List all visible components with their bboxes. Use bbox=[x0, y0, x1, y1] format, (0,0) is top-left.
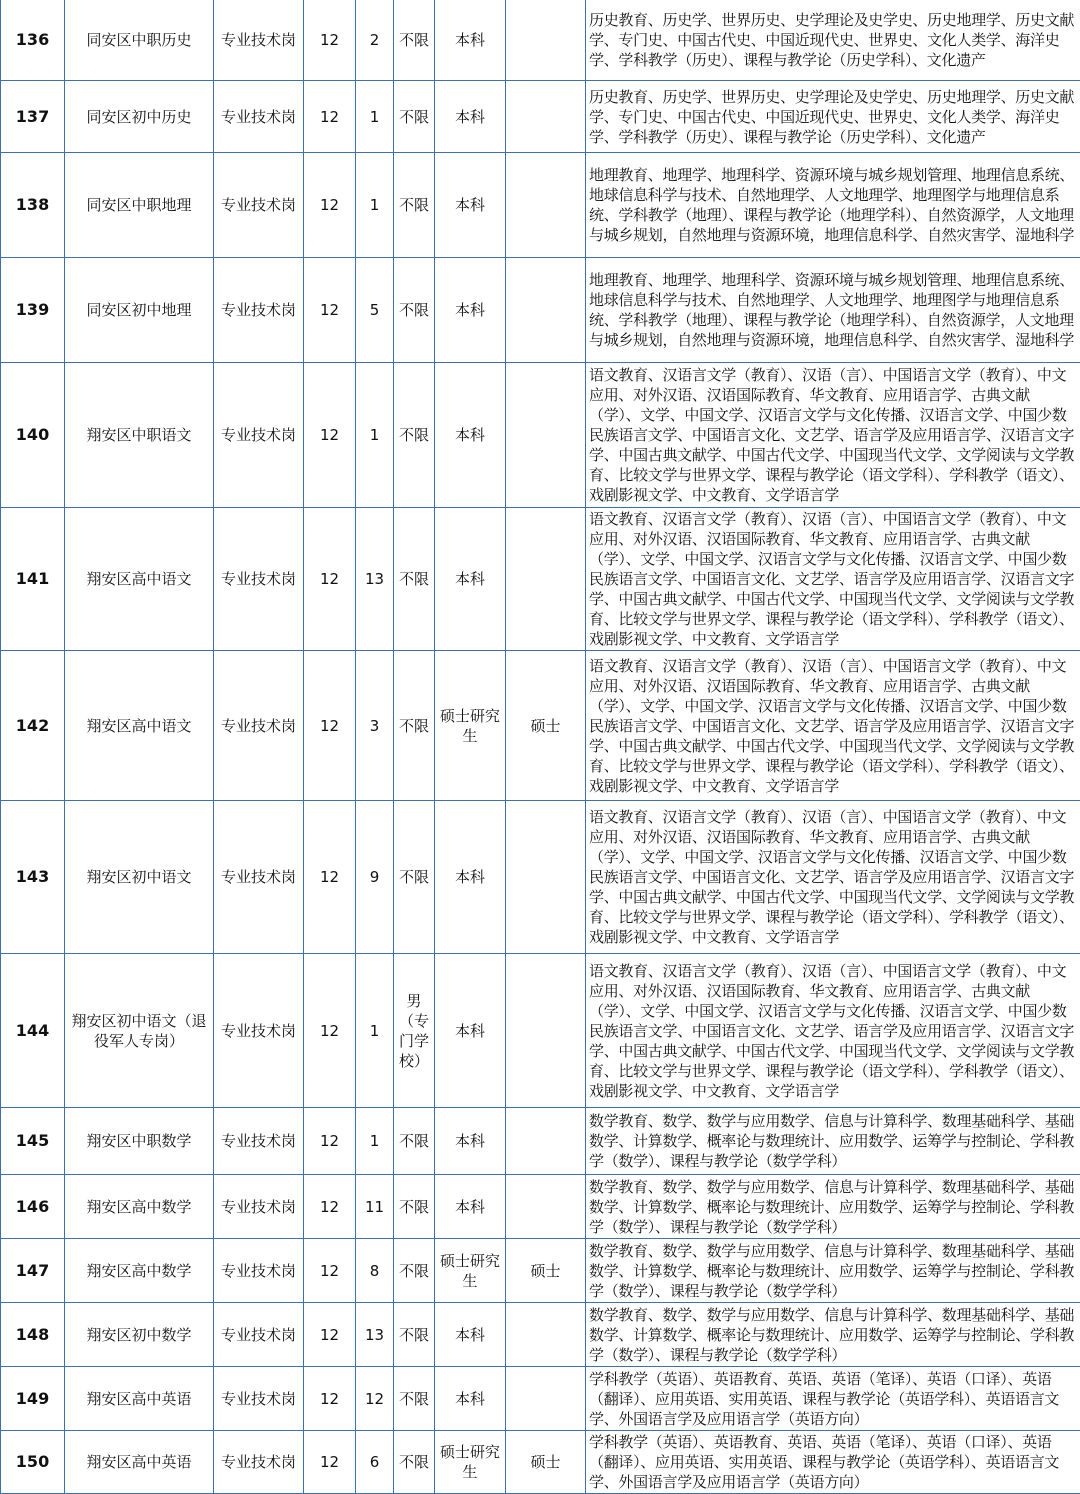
position-name: 同安区初中历史 bbox=[65, 81, 214, 153]
education: 本科 bbox=[435, 1108, 506, 1175]
gender: 不限 bbox=[394, 1239, 435, 1303]
education: 硕士研究生 bbox=[435, 1239, 506, 1303]
education: 硕士研究生 bbox=[435, 651, 506, 801]
gender: 不限 bbox=[394, 1431, 435, 1494]
table-row bbox=[1, 1175, 1080, 1239]
position-type: 专业技术岗 bbox=[214, 508, 304, 651]
row-number: 142 bbox=[1, 651, 65, 801]
table-row bbox=[1, 1108, 1080, 1175]
degree: 硕士 bbox=[506, 1431, 586, 1494]
table-row bbox=[1, 153, 1080, 258]
majors: 数学教育、数学、数学与应用数学、信息与计算科学、数理基础科学、基础数学、计算数学、概率论与数理统计、应用数学、运筹学与控制论、学科教学（数学）、课程与教学论（数学学科） bbox=[586, 1108, 1080, 1175]
position-type: 专业技术岗 bbox=[214, 1175, 304, 1239]
hire-count: 1 bbox=[356, 153, 394, 258]
majors: 数学教育、数学、数学与应用数学、信息与计算科学、数理基础科学、基础数学、计算数学、概率论与数理统计、应用数学、运筹学与控制论、学科教学（数学）、课程与教学论（数学学科） bbox=[586, 1175, 1080, 1239]
position-type: 专业技术岗 bbox=[214, 81, 304, 153]
majors: 历史教育、历史学、世界历史、史学理论及史学史、历史地理学、历史文献学、专门史、中国古代史、中国近现代史、世界史、文化人类学、海洋史学、学科教学（历史）、课程与教学论（历史学科）、文化遗产 bbox=[586, 0, 1080, 81]
education: 硕士研究生 bbox=[435, 1431, 506, 1494]
education: 本科 bbox=[435, 801, 506, 954]
gender: 不限 bbox=[394, 651, 435, 801]
education: 本科 bbox=[435, 81, 506, 153]
hire-count: 1 bbox=[356, 363, 394, 508]
degree bbox=[506, 508, 586, 651]
table-row bbox=[1, 508, 1080, 651]
hire-count: 8 bbox=[356, 1239, 394, 1303]
position-name: 翔安区初中数学 bbox=[65, 1303, 214, 1367]
position-type: 专业技术岗 bbox=[214, 363, 304, 508]
grade: 12 bbox=[304, 1108, 356, 1175]
hire-count: 5 bbox=[356, 258, 394, 363]
row-number: 148 bbox=[1, 1303, 65, 1367]
grade: 12 bbox=[304, 1239, 356, 1303]
table-row bbox=[1, 1303, 1080, 1367]
majors: 语文教育、汉语言文学（教育）、汉语（言）、中国语言文学（教育）、中文应用、对外汉语、汉语国际教育、华文教育、应用语言学、古典文献（学）、文学、中国文学、汉语言文学与文化传播、汉语言文学、中国少数民族语言文学、中国语言文化、文艺学、语言学及应用语言学、汉语言文字学、中国古典文献学、中国古代文学、中国现当代文学、文学阅读与文学教育、比较文学与世界文学、课程与教学论（语文学科）、学科教学（语文）、戏剧影视文学、中文教育、文学语言学 bbox=[586, 363, 1080, 508]
position-name: 翔安区中职数学 bbox=[65, 1108, 214, 1175]
majors: 历史教育、历史学、世界历史、史学理论及史学史、历史地理学、历史文献学、专门史、中国古代史、中国近现代史、世界史、文化人类学、海洋史学、学科教学（历史）、课程与教学论（历史学科）、文化遗产 bbox=[586, 81, 1080, 153]
education: 本科 bbox=[435, 1367, 506, 1431]
position-type: 专业技术岗 bbox=[214, 153, 304, 258]
hire-count: 2 bbox=[356, 0, 394, 81]
table-row bbox=[1, 1431, 1080, 1494]
hire-count: 13 bbox=[356, 1303, 394, 1367]
degree bbox=[506, 954, 586, 1108]
grade: 12 bbox=[304, 81, 356, 153]
row-number: 138 bbox=[1, 153, 65, 258]
gender: 不限 bbox=[394, 81, 435, 153]
position-type: 专业技术岗 bbox=[214, 1108, 304, 1175]
education: 本科 bbox=[435, 1175, 506, 1239]
position-type: 专业技术岗 bbox=[214, 1239, 304, 1303]
row-number: 137 bbox=[1, 81, 65, 153]
gender: 不限 bbox=[394, 1108, 435, 1175]
position-name: 翔安区高中语文 bbox=[65, 651, 214, 801]
position-name: 翔安区高中数学 bbox=[65, 1175, 214, 1239]
table-row bbox=[1, 258, 1080, 363]
position-name: 翔安区高中英语 bbox=[65, 1367, 214, 1431]
gender: 不限 bbox=[394, 0, 435, 81]
hire-count: 12 bbox=[356, 1367, 394, 1431]
row-number: 141 bbox=[1, 508, 65, 651]
row-number: 144 bbox=[1, 954, 65, 1108]
majors: 学科教学（英语）、英语教育、英语、英语（笔译）、英语（口译）、英语（翻译）、应用英语、实用英语、课程与教学论（英语学科）、英语语言文学、外国语言学及应用语言学（英语方向） bbox=[586, 1431, 1080, 1494]
gender: 男（专门学校） bbox=[394, 954, 435, 1108]
majors: 语文教育、汉语言文学（教育）、汉语（言）、中国语言文学（教育）、中文应用、对外汉语、汉语国际教育、华文教育、应用语言学、古典文献（学）、文学、中国文学、汉语言文学与文化传播、汉语言文学、中国少数民族语言文学、中国语言文化、文艺学、语言学及应用语言学、汉语言文字学、中国古典文献学、中国古代文学、中国现当代文学、文学阅读与文学教育、比较文学与世界文学、课程与教学论（语文学科）、学科教学（语文）、戏剧影视文学、中文教育、文学语言学 bbox=[586, 651, 1080, 801]
position-type: 专业技术岗 bbox=[214, 258, 304, 363]
grade: 12 bbox=[304, 1303, 356, 1367]
grade: 12 bbox=[304, 801, 356, 954]
position-name: 同安区初中地理 bbox=[65, 258, 214, 363]
table-row bbox=[1, 651, 1080, 801]
hire-count: 1 bbox=[356, 81, 394, 153]
hire-count: 1 bbox=[356, 1108, 394, 1175]
position-type: 专业技术岗 bbox=[214, 1431, 304, 1494]
degree bbox=[506, 363, 586, 508]
education: 本科 bbox=[435, 508, 506, 651]
row-number: 145 bbox=[1, 1108, 65, 1175]
position-name: 翔安区初中语文 bbox=[65, 801, 214, 954]
grade: 12 bbox=[304, 153, 356, 258]
hire-count: 13 bbox=[356, 508, 394, 651]
position-type: 专业技术岗 bbox=[214, 801, 304, 954]
majors: 数学教育、数学、数学与应用数学、信息与计算科学、数理基础科学、基础数学、计算数学、概率论与数理统计、应用数学、运筹学与控制论、学科教学（数学）、课程与教学论（数学学科） bbox=[586, 1239, 1080, 1303]
education: 本科 bbox=[435, 1303, 506, 1367]
hire-count: 9 bbox=[356, 801, 394, 954]
position-type: 专业技术岗 bbox=[214, 1303, 304, 1367]
degree bbox=[506, 0, 586, 81]
majors: 语文教育、汉语言文学（教育）、汉语（言）、中国语言文学（教育）、中文应用、对外汉语、汉语国际教育、华文教育、应用语言学、古典文献（学）、文学、中国文学、汉语言文学与文化传播、汉语言文学、中国少数民族语言文学、中国语言文化、文艺学、语言学及应用语言学、汉语言文字学、中国古典文献学、中国古代文学、中国现当代文学、文学阅读与文学教育、比较文学与世界文学、课程与教学论（语文学科）、学科教学（语文）、戏剧影视文学、中文教育、文学语言学 bbox=[586, 508, 1080, 651]
grade: 12 bbox=[304, 1367, 356, 1431]
row-number: 150 bbox=[1, 1431, 65, 1494]
table-row bbox=[1, 1239, 1080, 1303]
education: 本科 bbox=[435, 258, 506, 363]
degree: 硕士 bbox=[506, 651, 586, 801]
gender: 不限 bbox=[394, 1303, 435, 1367]
majors: 地理教育、地理学、地理科学、资源环境与城乡规划管理、地理信息系统、地球信息科学与技术、自然地理学、人文地理学、地理图学与地理信息系统、学科教学（地理）、课程与教学论（地理学科）、自然资源学，人文地理与城乡规划，自然地理与资源环境，地理信息科学、自然灾害学、湿地科学 bbox=[586, 153, 1080, 258]
position-name: 同安区中职地理 bbox=[65, 153, 214, 258]
gender: 不限 bbox=[394, 508, 435, 651]
table-row bbox=[1, 0, 1080, 81]
gender: 不限 bbox=[394, 1367, 435, 1431]
position-name: 翔安区初中语文（退役军人专岗） bbox=[65, 954, 214, 1108]
table-row bbox=[1, 954, 1080, 1108]
education: 本科 bbox=[435, 954, 506, 1108]
gender: 不限 bbox=[394, 363, 435, 508]
position-name: 翔安区高中数学 bbox=[65, 1239, 214, 1303]
majors: 学科教学（英语）、英语教育、英语、英语（笔译）、英语（口译）、英语（翻译）、应用英语、实用英语、课程与教学论（英语学科）、英语语言文学、外国语言学及应用语言学（英语方向） bbox=[586, 1367, 1080, 1431]
gender: 不限 bbox=[394, 258, 435, 363]
education: 本科 bbox=[435, 153, 506, 258]
row-number: 146 bbox=[1, 1175, 65, 1239]
table-row bbox=[1, 801, 1080, 954]
grade: 12 bbox=[304, 1175, 356, 1239]
degree bbox=[506, 801, 586, 954]
degree bbox=[506, 258, 586, 363]
position-name: 同安区中职历史 bbox=[65, 0, 214, 81]
table-row bbox=[1, 363, 1080, 508]
grade: 12 bbox=[304, 258, 356, 363]
hire-count: 1 bbox=[356, 954, 394, 1108]
degree: 硕士 bbox=[506, 1239, 586, 1303]
degree bbox=[506, 81, 586, 153]
grade: 12 bbox=[304, 0, 356, 81]
row-number: 139 bbox=[1, 258, 65, 363]
degree bbox=[506, 153, 586, 258]
degree bbox=[506, 1108, 586, 1175]
grade: 12 bbox=[304, 508, 356, 651]
row-number: 136 bbox=[1, 0, 65, 81]
hire-count: 3 bbox=[356, 651, 394, 801]
grade: 12 bbox=[304, 954, 356, 1108]
position-type: 专业技术岗 bbox=[214, 651, 304, 801]
hire-count: 11 bbox=[356, 1175, 394, 1239]
table-row bbox=[1, 81, 1080, 153]
grade: 12 bbox=[304, 363, 356, 508]
gender: 不限 bbox=[394, 1175, 435, 1239]
position-type: 专业技术岗 bbox=[214, 0, 304, 81]
row-number: 143 bbox=[1, 801, 65, 954]
majors: 数学教育、数学、数学与应用数学、信息与计算科学、数理基础科学、基础数学、计算数学、概率论与数理统计、应用数学、运筹学与控制论、学科教学（数学）、课程与教学论（数学学科） bbox=[586, 1303, 1080, 1367]
education: 本科 bbox=[435, 0, 506, 81]
row-number: 149 bbox=[1, 1367, 65, 1431]
majors: 语文教育、汉语言文学（教育）、汉语（言）、中国语言文学（教育）、中文应用、对外汉语、汉语国际教育、华文教育、应用语言学、古典文献（学）、文学、中国文学、汉语言文学与文化传播、汉语言文学、中国少数民族语言文学、中国语言文化、文艺学、语言学及应用语言学、汉语言文字学、中国古典文献学、中国古代文学、中国现当代文学、文学阅读与文学教育、比较文学与世界文学、课程与教学论（语文学科）、学科教学（语文）、戏剧影视文学、中文教育、文学语言学 bbox=[586, 801, 1080, 954]
grade: 12 bbox=[304, 1431, 356, 1494]
position-type: 专业技术岗 bbox=[214, 954, 304, 1108]
position-name: 翔安区中职语文 bbox=[65, 363, 214, 508]
gender: 不限 bbox=[394, 801, 435, 954]
row-number: 140 bbox=[1, 363, 65, 508]
gender: 不限 bbox=[394, 153, 435, 258]
table-row bbox=[1, 1367, 1080, 1431]
degree bbox=[506, 1367, 586, 1431]
hire-count: 6 bbox=[356, 1431, 394, 1494]
position-name: 翔安区高中语文 bbox=[65, 508, 214, 651]
row-number: 147 bbox=[1, 1239, 65, 1303]
majors: 地理教育、地理学、地理科学、资源环境与城乡规划管理、地理信息系统、地球信息科学与技术、自然地理学、人文地理学、地理图学与地理信息系统、学科教学（地理）、课程与教学论（地理学科）、自然资源学，人文地理与城乡规划，自然地理与资源环境，地理信息科学、自然灾害学、湿地科学 bbox=[586, 258, 1080, 363]
majors: 语文教育、汉语言文学（教育）、汉语（言）、中国语言文学（教育）、中文应用、对外汉语、汉语国际教育、华文教育、应用语言学、古典文献（学）、文学、中国文学、汉语言文学与文化传播、汉语言文学、中国少数民族语言文学、中国语言文化、文艺学、语言学及应用语言学、汉语言文字学、中国古典文献学、中国古代文学、中国现当代文学、文学阅读与文学教育、比较文学与世界文学、课程与教学论（语文学科）、学科教学（语文）、戏剧影视文学、中文教育、文学语言学 bbox=[586, 954, 1080, 1108]
position-type: 专业技术岗 bbox=[214, 1367, 304, 1431]
degree bbox=[506, 1175, 586, 1239]
grade: 12 bbox=[304, 651, 356, 801]
education: 本科 bbox=[435, 363, 506, 508]
position-name: 翔安区高中英语 bbox=[65, 1431, 214, 1494]
degree bbox=[506, 1303, 586, 1367]
